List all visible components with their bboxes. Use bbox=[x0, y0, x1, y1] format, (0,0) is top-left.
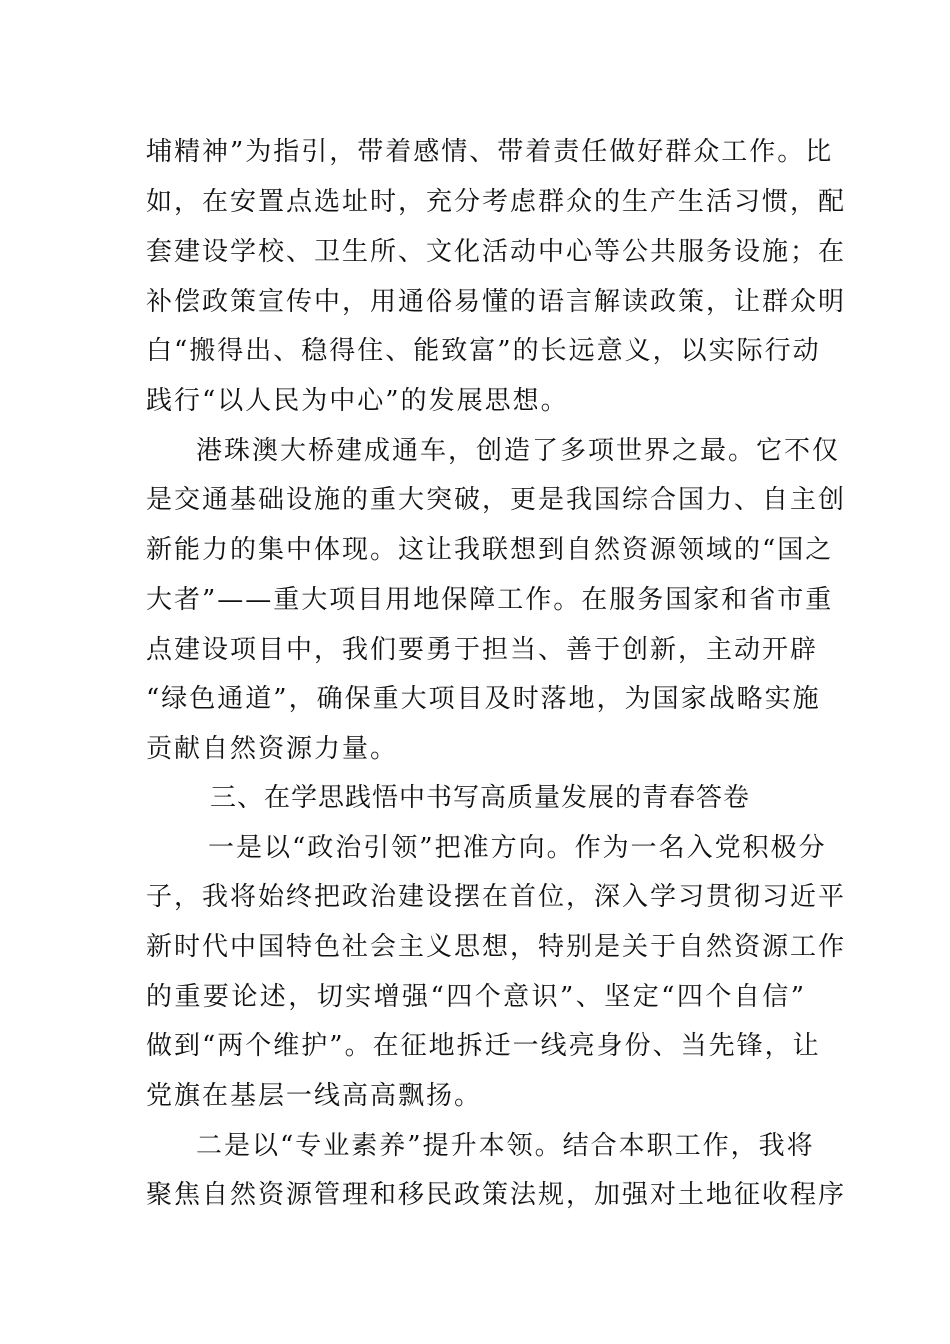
paragraph-line: 贡献自然资源力量。 bbox=[146, 734, 399, 764]
paragraph-line: 践行“以人民为中心”的发展思想。 bbox=[146, 386, 569, 416]
paragraph-line: 如，在安置点选址时，充分考虑群众的生产生活习惯，配 bbox=[146, 187, 847, 217]
paragraph-line: 是交通基础设施的重大突破，更是我国综合国力、自主创 bbox=[146, 485, 847, 515]
section-heading: 三、在学思践悟中书写高质量发展的青春答卷 bbox=[210, 783, 751, 813]
paragraph-line: 港珠澳大桥建成通车，创造了多项世界之最。它不仅 bbox=[196, 436, 841, 466]
paragraph-line: “绿色通道”，确保重大项目及时落地，为国家战略实施 bbox=[146, 684, 821, 714]
paragraph-line: 聚焦自然资源管理和移民政策法规，加强对土地征收程序 bbox=[146, 1180, 847, 1210]
paragraph-line: 新时代中国特色社会主义思想，特别是关于自然资源工作 bbox=[146, 932, 847, 962]
paragraph-line: 二是以“专业素养”提升本领。结合本职工作，我将 bbox=[196, 1131, 815, 1161]
paragraph-line: 点建设项目中，我们要勇于担当、善于创新，主动开辟 bbox=[146, 635, 819, 665]
paragraph-line: 大者”——重大项目用地保障工作。在服务国家和省市重 bbox=[146, 585, 834, 615]
paragraph-line: 新能力的集中体现。这让我联想到自然资源领域的“国之 bbox=[146, 535, 834, 565]
paragraph-line: 子，我将始终把政治建设摆在首位，深入学习贯彻习近平 bbox=[146, 882, 847, 912]
paragraph-line: 白“搬得出、稳得住、能致富”的长远意义，以实际行动 bbox=[146, 336, 821, 366]
paragraph-line: 党旗在基层一线高高飘扬。 bbox=[146, 1081, 483, 1111]
paragraph-line: 套建设学校、卫生所、文化活动中心等公共服务设施；在 bbox=[146, 237, 847, 267]
paragraph-line: 埔精神”为指引，带着感情、带着责任做好群众工作。比 bbox=[146, 137, 834, 167]
paragraph-line: 的重要论述，切实增强“四个意识”、坚定“四个自信” bbox=[146, 982, 806, 1012]
paragraph-line: 一是以“政治引领”把准方向。作为一名入党积极分 bbox=[208, 833, 827, 863]
paragraph-line: 做到“两个维护”。在征地拆迁一线亮身份、当先锋，让 bbox=[146, 1031, 821, 1061]
paragraph-line: 补偿政策宣传中，用通俗易懂的语言解读政策，让群众明 bbox=[146, 287, 847, 317]
